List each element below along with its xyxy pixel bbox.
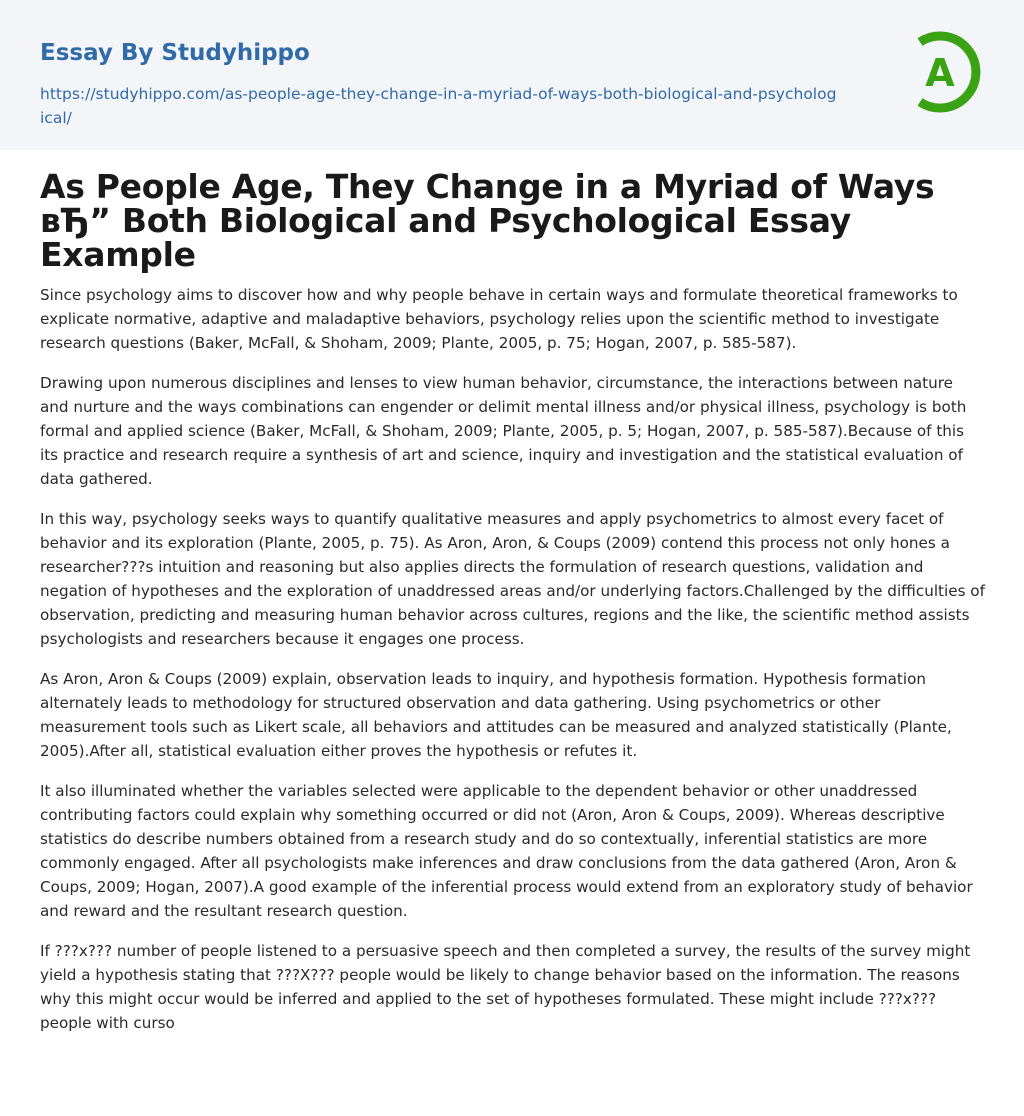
paragraph: It also illuminated whether the variables selected were applicable to the dependent behavior or other unaddressed contributing factors could explain why something occurred or did not (Aron, Aron & Coups, 2009). Whereas descriptive statistics do describe numbers obtained from a research study and do so contextually, inferential statistics are more commonly engaged. After all psychologists make inferences and draw conclusions from the data gathered (Aron, Aron & Coups, 2009; Hogan, 2007).A good example of the inferential process would extend from an exploratory study of behavior and reward and the resultant research question. [40,782,973,920]
source-url-link[interactable]: https://studyhippo.com/as-people-age-they-change-in-a-myriad-of-ways-both-biological-and-psychological/ [40,85,837,127]
site-brand[interactable]: Essay By Studyhippo [40,40,310,66]
paragraph: Drawing upon numerous disciplines and lenses to view human behavior, circumstance, the interactions between nature and nurture and the ways combinations can engender or delimit mental illness and/or physical illness, psychology is both formal and applied science (Baker, McFall, & Shoham, 2009; Plante, 2005, p. 5; Hogan, 2007, p. 585-587).Because of this its practice and research require a synthesis of art and science, inquiry and investigation and the statistical evaluation of data gathered. [40,374,967,488]
article-title: As People Age, They Change in a Myriad of Ways вЂ” Both Biological and Psychological Essay Example [40,167,935,274]
studyhippo-logo-icon[interactable] [908,28,988,116]
paragraph: Since psychology aims to discover how and why people behave in certain ways and formulate theoretical frameworks to explicate normative, adaptive and maladaptive behaviors, psychology relies upon the scientific method to investigate research questions (Baker, McFall, & Shoham, 2009; Plante, 2005, p. 75; Hogan, 2007, p. 585-587). [40,286,958,352]
paragraph: If ???x??? number of people listened to a persuasive speech and then completed a survey, the results of the survey might yield a hypothesis stating that ???X??? people would be likely to change behavior based on the information. The reasons why this might occur would be inferred and applied to the set of hypotheses formulated. These might include ???x??? people with curso [40,942,971,1032]
site-header [0,0,1024,150]
paragraph: In this way, psychology seeks ways to quantify qualitative measures and apply psychometrics to almost every facet of behavior and its exploration (Plante, 2005, p. 75). As Aron, Aron, & Coups (2009) contend this process not only hones a researcher???s intuition and reasoning but also applies directs the formulation of research questions, validation and negation of hypotheses and the exploration of unaddressed areas and/or underlying factors.Challenged by the difficulties of observation, predicting and measuring human behavior across cultures, regions and the like, the scientific method assists psychologists and researchers because it engages one process. [40,510,985,648]
article [40,167,986,1051]
paragraph: As Aron, Aron & Coups (2009) explain, observation leads to inquiry, and hypothesis formation. Hypothesis formation alternately leads to methodology for structured observation and data gathering. Using psychometrics or other measurement tools such as Likert scale, all behaviors and attitudes can be measured and analyzed statistically (Plante, 2005).After all, statistical evaluation either proves the hypothesis or refutes it. [40,670,952,760]
logo-letter: A [925,51,955,95]
